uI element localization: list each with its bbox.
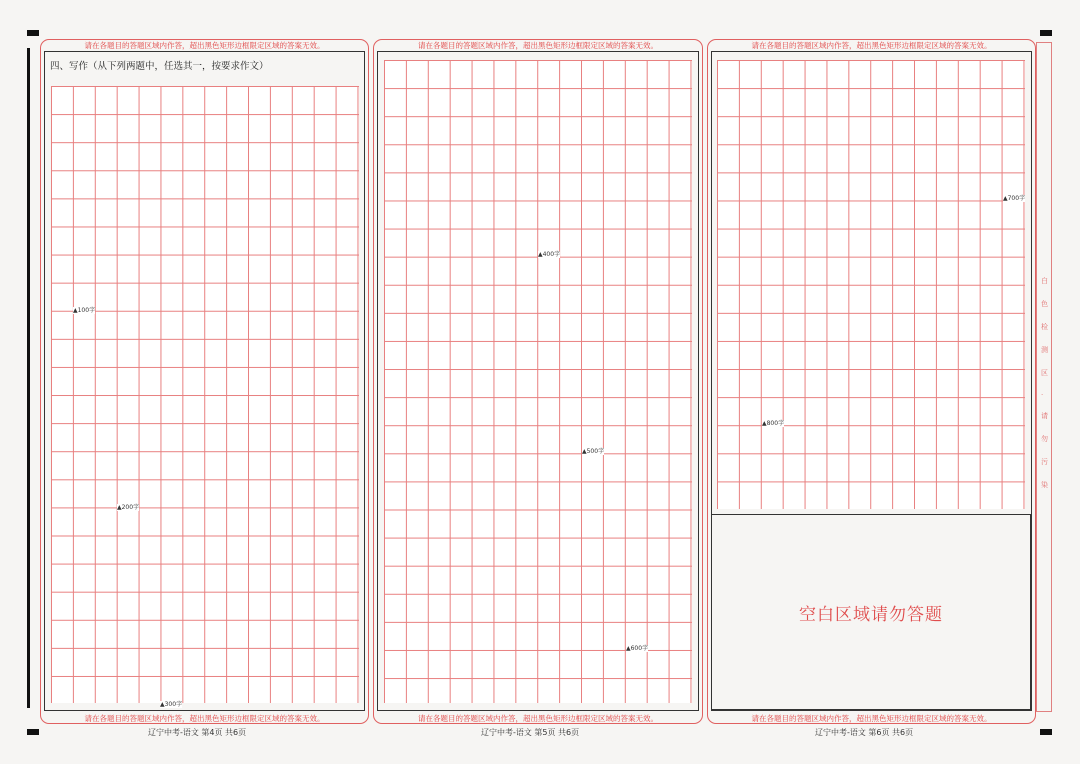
- section-heading: 四、写作（从下列两题中，任选其一，按要求作文）: [50, 61, 269, 72]
- warning-bottom: 请在各题目的答题区域内作答，超出黑色矩形边框限定区域的答案无效。: [84, 714, 325, 723]
- writing-grid-page4[interactable]: [51, 86, 359, 703]
- registration-mark-bottom-left: [27, 729, 39, 735]
- warning-top: 请在各题目的答题区域内作答，超出黑色矩形边框限定区域的答案无效。: [418, 41, 658, 50]
- word-count-marker-200: ▲200字: [117, 504, 140, 511]
- detection-strip-line2: 请勿污染: [1041, 412, 1048, 489]
- word-count-marker-500: ▲500字: [582, 448, 605, 455]
- detection-strip-line1: 白色检测区: [1041, 277, 1048, 377]
- registration-mark-bottom-right: [1040, 729, 1052, 735]
- writing-grid-page5[interactable]: [384, 60, 692, 703]
- warning-bottom: 请在各题目的答题区域内作答，超出黑色矩形边框限定区域的答案无效。: [751, 714, 992, 723]
- detection-strip-separator: ·: [1041, 391, 1044, 399]
- word-count-marker-400: ▲400字: [538, 251, 561, 258]
- footer-page5: 辽宁中考-语文 第5页 共6页: [481, 728, 580, 737]
- footer-page4: 辽宁中考-语文 第4页 共6页: [148, 728, 247, 737]
- detection-strip-label: [1041, 270, 1049, 497]
- warning-bottom: 请在各题目的答题区域内作答，超出黑色矩形边框限定区域的答案无效。: [418, 714, 658, 723]
- word-count-marker-300: ▲300字: [160, 701, 183, 708]
- word-count-marker-800: ▲800字: [762, 420, 785, 427]
- warning-top: 请在各题目的答题区域内作答，超出黑色矩形边框限定区域的答案无效。: [751, 41, 992, 50]
- registration-mark-top-right: [1040, 30, 1052, 36]
- blank-no-answer-area: [711, 514, 1031, 710]
- registration-mark-top-left: [27, 30, 39, 36]
- writing-grid-page6[interactable]: [717, 60, 1025, 509]
- black-side-bar: [27, 48, 30, 708]
- word-count-marker-100: ▲100字: [73, 307, 96, 314]
- blank-area-label: 空白区域请勿答题: [799, 604, 943, 625]
- warning-top: 请在各题目的答题区域内作答，超出黑色矩形边框限定区域的答案无效。: [84, 41, 325, 50]
- word-count-marker-700: ▲700字: [1003, 195, 1026, 202]
- footer-page6: 辽宁中考-语文 第6页 共6页: [815, 728, 914, 737]
- word-count-marker-600: ▲600字: [626, 645, 649, 652]
